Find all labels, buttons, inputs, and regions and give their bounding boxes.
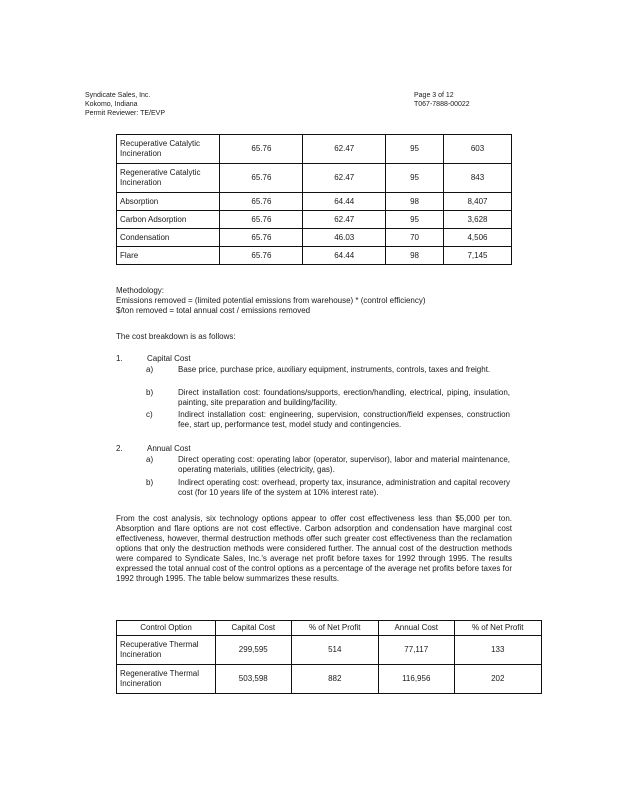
option-cell: Carbon Adsorption	[117, 211, 220, 229]
value-cell: 62.47	[303, 164, 386, 193]
option-cell: Regenerative Thermal Incineration	[117, 665, 216, 694]
header-left	[85, 91, 165, 118]
analysis-paragraph: From the cost analysis, six technology options appear to offer cost effectiveness less than $5,000 per ton. Absorption and flare options are not cost effective. Carbon adsorption and condensation have marginal cost effectiveness, however, thermal destruction methods offer such greater cost effectiveness than the reclamation options that only the destruction methods were considered further. The annual cost of the destruction methods were compared to Syndicate Sales, Inc.'s average net profit before taxes for 1992 through 1995. The results expressed the total annual cost of the control options as a percentage of the average net profits before taxes for 1992 through 1995. The table below summarizes these results.	[116, 514, 512, 583]
value-cell: 3,628	[444, 211, 512, 229]
value-cell: 62.47	[303, 211, 386, 229]
table-row	[117, 135, 512, 164]
header-permit-number: T067-7888-00022	[414, 101, 470, 108]
methodology-title: Methodology:	[116, 286, 165, 295]
value-cell: 95	[386, 164, 444, 193]
methodology-line-2: $/ton removed = total annual cost / emissions removed	[116, 306, 311, 315]
value-cell: 70	[386, 229, 444, 247]
header-page-number: Page 3 of 12	[414, 92, 454, 99]
table-row	[117, 193, 512, 211]
item-letter: b)	[146, 388, 154, 397]
value-cell: 65.76	[220, 135, 303, 164]
value-cell: 65.76	[220, 247, 303, 265]
annual-cost-cell: 77,117	[378, 636, 454, 665]
option-cell: Condensation	[117, 229, 220, 247]
value-cell: 46.03	[303, 229, 386, 247]
table-row	[117, 164, 512, 193]
capital-cost-cell: 503,598	[216, 665, 292, 694]
table-row	[117, 211, 512, 229]
net-profit-table	[116, 620, 542, 694]
option-cell: Absorption	[117, 193, 220, 211]
item-letter: a)	[146, 455, 154, 464]
methodology-line-1: Emissions removed = (limited potential emissions from warehouse) * (control efficiency)	[116, 296, 426, 305]
item-text: Indirect operating cost: overhead, property tax, insurance, administration and capital recovery cost (for 10 years life of the system at 10% interest rate).	[178, 478, 510, 497]
header-right	[414, 91, 470, 109]
value-cell: 64.44	[303, 193, 386, 211]
list-number: 1.	[116, 354, 123, 363]
value-cell: 8,407	[444, 193, 512, 211]
table-row	[117, 665, 542, 694]
item-text: Base price, purchase price, auxiliary equipment, instruments, controls, taxes and freight.	[178, 365, 491, 374]
header-reviewer: Permit Reviewer: TE/EVP	[85, 110, 166, 117]
value-cell: 65.76	[220, 229, 303, 247]
item-letter: c)	[146, 410, 153, 419]
value-cell: 65.76	[220, 193, 303, 211]
value-cell: 64.44	[303, 247, 386, 265]
percent-cell: 133	[454, 636, 542, 665]
percent-cell: 514	[291, 636, 378, 665]
value-cell: 62.47	[303, 135, 386, 164]
column-header: Annual Cost	[378, 621, 454, 636]
option-cell: Flare	[117, 247, 220, 265]
column-header: Capital Cost	[216, 621, 292, 636]
value-cell: 95	[386, 211, 444, 229]
table-row	[117, 229, 512, 247]
item-letter: a)	[146, 365, 154, 374]
methodology-section	[116, 286, 516, 316]
column-header: % of Net Profit	[454, 621, 542, 636]
table-row	[117, 247, 512, 265]
cost-breakdown-intro: The cost breakdown is as follows:	[116, 332, 236, 341]
value-cell: 843	[444, 164, 512, 193]
option-cell: Recuperative Thermal Incineration	[117, 636, 216, 665]
value-cell: 65.76	[220, 164, 303, 193]
table-header-row	[117, 621, 542, 636]
table-row	[117, 636, 542, 665]
item-text: Direct installation cost: foundations/supports, erection/handling, electrical, piping, insulation, painting, site preparation and building/facility.	[178, 388, 510, 407]
header-location: Kokomo, Indiana	[85, 101, 138, 108]
item-text: Direct operating cost: operating labor (operator, supervisor), labor and material maintenance, operating materials, utilities (electricity, gas).	[178, 455, 510, 474]
value-cell: 7,145	[444, 247, 512, 265]
percent-cell: 882	[291, 665, 378, 694]
value-cell: 603	[444, 135, 512, 164]
emissions-cost-table	[116, 134, 512, 265]
column-header: Control Option	[117, 621, 216, 636]
value-cell: 4,506	[444, 229, 512, 247]
list-number: 2.	[116, 444, 123, 453]
capital-cost-cell: 299,595	[216, 636, 292, 665]
header-company: Syndicate Sales, Inc.	[85, 92, 151, 99]
section-title: Annual Cost	[147, 444, 191, 453]
option-cell: Recuperative Catalytic Incineration	[117, 135, 220, 164]
item-letter: b)	[146, 478, 154, 487]
value-cell: 98	[386, 193, 444, 211]
annual-cost-cell: 116,956	[378, 665, 454, 694]
percent-cell: 202	[454, 665, 542, 694]
option-cell: Regenerative Catalytic Incineration	[117, 164, 220, 193]
value-cell: 65.76	[220, 211, 303, 229]
value-cell: 95	[386, 135, 444, 164]
column-header: % of Net Profit	[291, 621, 378, 636]
value-cell: 98	[386, 247, 444, 265]
section-title: Capital Cost	[147, 354, 191, 363]
item-text: Indirect installation cost: engineering, supervision, construction/field expenses, construction fee, start up, performance test, model study and contingencies.	[178, 410, 510, 429]
